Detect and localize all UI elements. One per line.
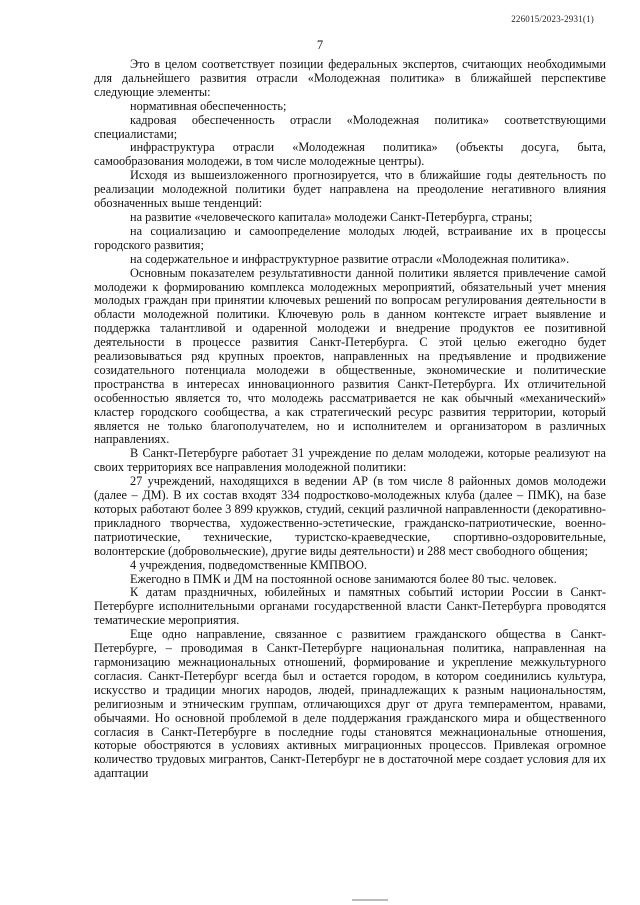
list-item: кадровая обеспеченность отрасли «Молодежная политика» соответствующими специалистами; bbox=[94, 112, 606, 141]
paragraph: К датам праздничных, юбилейных и памятных событий истории России в Санкт-Петербурге исполнительными органами государственной власти Санкт-Петербурга проводятся тематические мероприятия. bbox=[94, 585, 606, 628]
paragraph: Основным показателем результативности данной политики является привлечение самой молодежи к формированию комплекса молодежных мероприятий, обязательный учет мнения молодых граждан при принятии ключевых решений по вопросам регулирования деятельности в области молодежной политики. Ключевую роль в данном контексте играет выявление и поддержка талантливой и одаренной молодежи и внедрение продуктов ее позитивной деятельности в процессе развития Санкт-Петербурга. С этой целью ежегодно будет реализовываться ряд крупных проектов, направленных на предъявление и продвижение созидательного потенциала молодежи в общественные, экономические и политические пространства в интересах инновационного развития Санкт-Петербурга. Их отличительной особенностью является то, что молодежь рассматривается не как обычный «механический» кластер городского сообщества, а как стратегический ресурс развития территории, который является не только благополучателем, но и исполнителем и организатором в различных направлениях. bbox=[94, 265, 606, 447]
document-number: 226015/2023-2931(1) bbox=[511, 14, 594, 24]
list-item: нормативная обеспеченность; bbox=[130, 98, 287, 113]
page-footer-mark bbox=[352, 899, 388, 901]
page-number: 7 bbox=[316, 38, 324, 52]
paragraph: Ежегодно в ПМК и ДМ на постоянной основе занимаются более 80 тыс. человек. bbox=[130, 571, 557, 586]
list-item: 4 учреждения, подведомственные КМПВОО. bbox=[130, 557, 367, 572]
paragraph: В Санкт-Петербурге работает 31 учреждение по делам молодежи, которые реализуют на своих территориях все направления молодежной политики: bbox=[94, 446, 606, 475]
list-item: инфраструктура отрасли «Молодежная политика» (объекты досуга, быта, самообразования молодежи, в том числе молодежные центры). bbox=[94, 140, 606, 169]
paragraph: Исходя из вышеизложенного прогнозируется, что в ближайшие годы деятельность по реализации молодежной политики будет направлена на преодоление негативного влияния обозначенных выше тенденций: bbox=[94, 168, 606, 211]
list-item: на содержательное и инфраструктурное развитие отрасли «Молодежная политика». bbox=[130, 251, 570, 266]
list-item: на развитие «человеческого капитала» молодежи Санкт-Петербурга, страны; bbox=[130, 209, 533, 224]
document-body bbox=[94, 58, 606, 781]
list-item: на социализацию и самоопределение молодых людей, встраивание их в процессы городского развития; bbox=[94, 223, 606, 252]
paragraph: Еще одно направление, связанное с развитием гражданского общества в Санкт-Петербурге, – проводимая в Санкт-Петербурге национальная политика, направленная на гармонизацию межнациональных отношений, формирование и укрепление межкультурного согласия. Санкт-Петербург всегда был и остается городом, в котором соединились культура, искусство и традиции многих народов, людей, принадлежащих к разным национальностям, религиозным и этническим группам, отличающихся друг от друга темпераментом, нравами, обычаями. Но основной проблемой в деле поддержания гражданского мира и общественного согласия в Санкт-Петербурге в последние годы становятся межнациональные отношения, которые обостряются в условиях активных миграционных процессов. Привлекая огромное количество трудовых мигрантов, Санкт-Петербург не в достаточной мере создает условия для их адаптации bbox=[94, 627, 606, 781]
list-item: 27 учреждений, находящихся в ведении АР (в том числе 8 районных домов молодежи (далее – ДМ). В их состав входят 334 подростково-молодежных клуба (далее – ПМК), на базе которых работают более 3 899 кружков, студий, секций различной направленности (декоративно-прикладного творчества, художественно-эстетические, гражданско-патриотические, военно-патриотические, технические, туристско-краеведческие, спортивно-оздоровительные, волонтерские (добровольческие), другие виды деятельности) и 288 мест свободного общения; bbox=[94, 474, 606, 558]
paragraph: Это в целом соответствует позиции федеральных экспертов, считающих необходимыми для дальнейшего развития отрасли «Молодежная политика» в ближайшей перспективе следующие элементы: bbox=[94, 57, 606, 99]
